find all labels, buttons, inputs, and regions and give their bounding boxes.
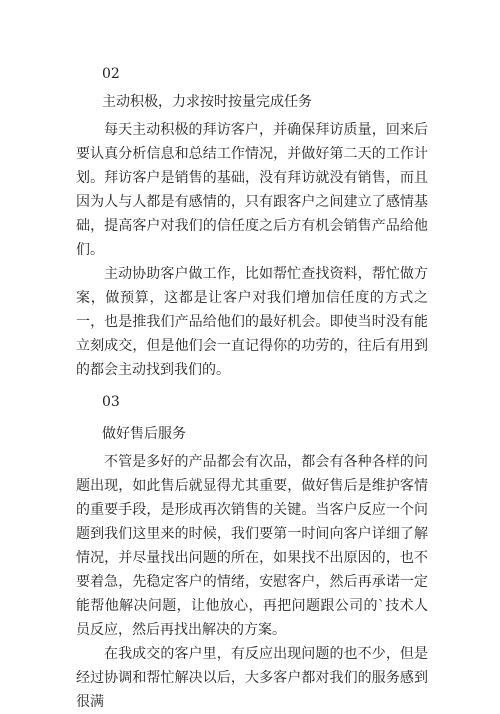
section-heading: 做好售后服务 — [102, 426, 186, 442]
section-number: 02 — [102, 66, 120, 82]
paragraph: 不管是多好的产品都会有次品，都会有各种各样的问题出现，如此售后就显得尤其重要，做好售后是维护客情的重要手段，是形成再次销售的关键。当客户反应一个问题到我们这里来的时候，我们要第一时间向客户详细了解情况，并尽量找出问题的所在，如果找不出原因的，也不要着急，先稳定客户的情绪，安慰客户，然后再承诺一定能帮他解决问题，让他放心，再把问题跟公司的`技术人员反应，然后再找出解决的方案。 — [76, 454, 428, 638]
paragraph: 在我成交的客户里，有反应出现问题的也不少，但是经过协调和帮忙解决以后，大多客户都对我们的服务感到很满 — [76, 646, 428, 710]
paragraph: 主动协助客户做工作，比如帮忙查找资料，帮忙做方案，做预算，这都是让客户对我们增加信任度的方式之一，也是推我们产品给他们的最好机会。即使当时没有能立刻成交，但是他们会一直记得你的功劳的，往后有用到的都会主动找到我们的。 — [76, 266, 428, 378]
document-page — [76, 62, 428, 714]
section-heading: 主动积极，力求按时按量完成任务 — [102, 94, 312, 110]
section-number: 03 — [102, 394, 120, 410]
paragraph: 每天主动积极的拜访客户，并确保拜访质量，回来后要认真分析信息和总结工作情况，并做好第二天的工作计划。拜访客户是销售的基础，没有拜访就没有销售，而且因为人与人都是有感情的，只有跟客户之间建立了感情基础，提高客户对我们的信任度之后方有机会销售产品给他们。 — [76, 122, 428, 258]
